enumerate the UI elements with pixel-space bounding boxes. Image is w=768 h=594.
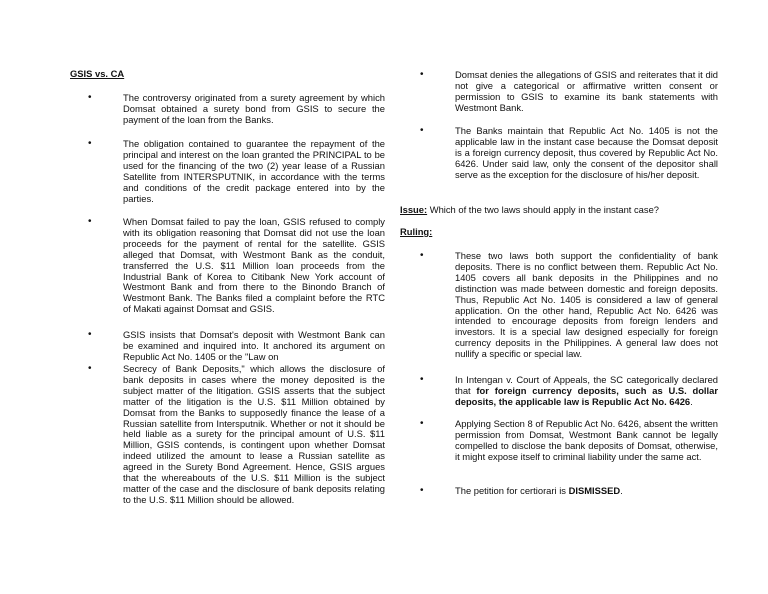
bullet-icon: •: [88, 329, 92, 340]
case-title: GSIS vs. CA: [70, 68, 125, 79]
ruling-b4-pre: The petition for certiorari is: [455, 485, 569, 496]
ruling-b4-post: .: [620, 485, 623, 496]
bullet-text: The controversy originated from a surety agreement by which Domsat obtained a surety bond from GSIS to secure the payment of the loan from the Banks.: [123, 92, 385, 125]
bullet-icon: •: [420, 374, 424, 385]
ruling-b2-pre: In Intengan v. Court of Appeals, the SC categorically declared that: [455, 374, 718, 396]
bullet-text: When Domsat failed to pay the loan, GSIS refused to comply with its obligation reasoning that Domsat did not use the loan proceeds for the payment of rental for the satellite. GSIS alleged that Domsat, with Westmont Bank as the conduit, transferred the U.S. $11 Million loan proceeds from the Industrial Bank of Korea to Citibank New York account of Westmont Bank and from there to the Binondo Branch of Westmont Bank. The Banks filed a complaint before the RTC of Makati against Domsat and GSIS.: [123, 216, 385, 315]
ruling-b2-post: .: [690, 395, 693, 407]
list-item: [88, 364, 385, 506]
list-item: [88, 93, 385, 126]
bullet-icon: •: [420, 69, 424, 80]
bullet-text: Secrecy of Bank Deposits," which allows the disclosure of bank deposits in cases where the money deposited is the subject matter of the litigation. GSIS asserts that the subject matter of the litigation is the U.S. $11 Million obtained by Domsat from the Banks to supposedly finance the lease of a Russian satellite from Intersputnik. Whether or not it should be held liable as a surety for the principal amount of U.S. $11 Million, GSIS contends, is contingent upon whether Domsat indeed utilized the amount to lease a Russian satellite as agreed in the Surety Bond Agreement. Hence, GSIS argues that the whereabouts of the U.S. $11 Million is the subject matter of the case and the disclosure of bank deposits relating to the U.S. $11 Million should be allowed.: [123, 363, 385, 505]
bullet-icon: •: [420, 125, 424, 136]
list-item: [420, 251, 718, 360]
bullet-icon: •: [88, 92, 92, 103]
bullet-text: The obligation contained to guarantee the repayment of the principal and interest on the loan granted the PRINCIPAL to be used for the financing of the two (2) year lease of a Russian Satellite from INTERSPUTNIK, in accordance with the terms and conditions of the credit package entered into by the parties.: [123, 138, 385, 204]
bullet-text: The Banks maintain that Republic Act No. 1405 is not the applicable law in the instant case because the Domsat deposit is a foreign currency deposit, thus covered by Republic Act No. 6426. Under said law, only the consent of the depositor shall serve as the exception for the disclosure of his/her deposit.: [455, 125, 718, 180]
bullet-icon: •: [420, 418, 424, 429]
bullet-icon: •: [88, 363, 92, 374]
ruling-b4-bold: DISMISSED: [568, 485, 621, 496]
ruling-heading: Ruling:: [400, 226, 433, 237]
issue-line: [400, 205, 659, 216]
list-item: [88, 139, 385, 204]
bullet-text: These two laws both support the confidentiality of bank deposits. There is no conflict between them. Republic Act No. 1405 covers all bank deposits in the Philippines and no distinction was made between domestic and foreign deposits. Thus, Republic Act No. 1405 is considered a law of general application. On the other hand, Republic Act No. 6426 was intended to encourage deposits from foreign lenders and investors. It is a special law designed especially for foreign currency deposits in the Philippines. A general law does not nullify a specific or special law.: [455, 250, 718, 360]
list-item: [420, 126, 718, 181]
bullet-text: Applying Section 8 of Republic Act No. 6426, absent the written permission from Domsat, Westmont Bank cannot be legally compelled to disclose the bank deposits of Domsat, otherwise, it might expose itself to criminal liability under the same act.: [455, 418, 718, 462]
list-item: [88, 330, 385, 363]
bullet-text: Domsat denies the allegations of GSIS and reiterates that it did not give a categorical or affirmative written consent or permission to GSIS to examine its bank statements with Westmont Bank.: [455, 69, 718, 113]
bullet-text: GSIS insists that Domsat's deposit with Westmont Bank can be examined and inquired into. It anchored its argument on Republic Act No. 1405 or the "Law on: [123, 329, 385, 362]
bullet-text: [455, 486, 718, 497]
bullet-icon: •: [420, 250, 424, 261]
list-item: [420, 70, 718, 114]
bullet-text: [455, 375, 718, 408]
list-item: [420, 375, 718, 408]
ruling-b2-bold: for foreign currency deposits, such as U.S. dollar deposits, the applicable law is Republic Act No. 6426: [455, 384, 718, 407]
bullet-icon: •: [88, 138, 92, 149]
list-item: [88, 217, 385, 315]
issue-label: Issue:: [400, 204, 428, 215]
issue-text: Which of the two laws should apply in the instant case?: [427, 204, 660, 215]
list-item: [420, 486, 718, 497]
bullet-icon: •: [88, 216, 92, 227]
bullet-icon: •: [420, 485, 424, 496]
list-item: [420, 419, 718, 463]
